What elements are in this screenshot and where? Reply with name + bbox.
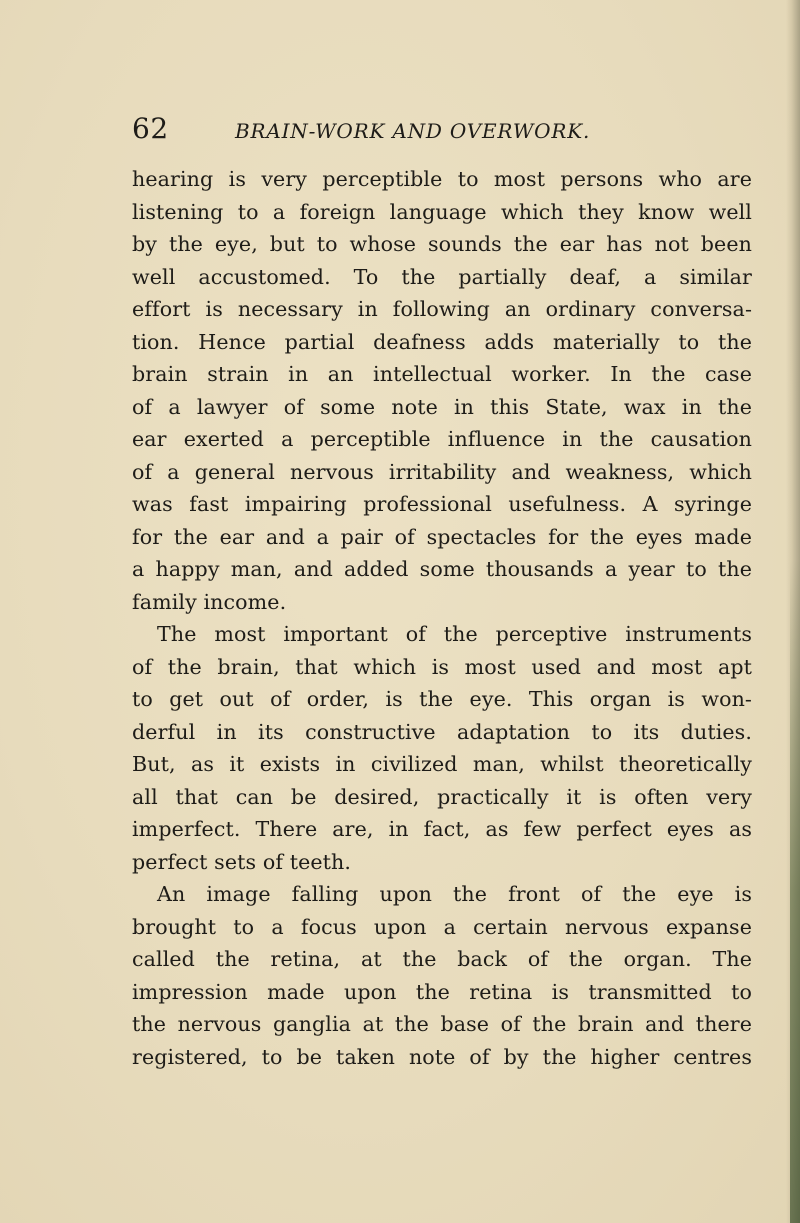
text-line: tion. Hence partial deafness adds materially to the — [132, 329, 752, 354]
page-edge-binding — [790, 560, 800, 1223]
text-line: the nervous ganglia at the base of the brain and there — [132, 1012, 752, 1036]
text-line: of the brain, that which is most used and most apt — [132, 654, 752, 679]
text-line: called the retina, at the back of the organ. The — [132, 947, 752, 971]
paragraph-start-line: The most important of the perceptive instruments — [157, 622, 752, 646]
body-text — [132, 163, 752, 1073]
text-line: impression made upon the retina is transmitted to — [132, 979, 752, 1004]
text-line: brought to a focus upon a certain nervous expanse — [132, 914, 752, 939]
text-line: derful in its constructive adaptation to its duties. — [132, 719, 752, 744]
text-line: a happy man, and added some thousands a year to the — [132, 557, 752, 581]
text-line: registered, to be taken note of by the higher centres — [132, 1044, 752, 1069]
text-line: by the eye, but to whose sounds the ear has not been — [132, 232, 752, 256]
text-line: family income. — [132, 589, 287, 614]
running-title: BRAIN-WORK AND OVERWORK. — [235, 119, 591, 143]
text-line: imperfect. There are, in fact, as few perfect eyes as — [132, 817, 752, 841]
text-line: of a general nervous irritability and weakness, which — [132, 459, 752, 484]
paragraph-start-line: An image falling upon the front of the eye is — [157, 882, 752, 906]
text-line: was fast impairing professional usefulness. A syringe — [132, 492, 752, 516]
page-header — [132, 113, 752, 153]
text-line: hearing is very perceptible to most persons who are — [132, 167, 752, 191]
text-line: effort is necessary in following an ordinary conversa- — [132, 297, 752, 321]
text-line: for the ear and a pair of spectacles for the eyes made — [132, 524, 752, 549]
text-line: But, as it exists in civilized man, whilst theoretically — [132, 752, 752, 776]
page-number: 62 — [132, 112, 169, 145]
text-line: of a lawyer of some note in this State, wax in the — [132, 394, 752, 419]
text-line: perfect sets of teeth. — [132, 849, 352, 874]
text-line: all that can be desired, practically it is often very — [132, 784, 752, 809]
text-line: listening to a foreign language which they know well — [132, 199, 752, 224]
text-line: brain strain in an intellectual worker. In the case — [132, 362, 752, 386]
text-line: to get out of order, is the eye. This organ is won- — [132, 687, 752, 711]
text-line: well accustomed. To the partially deaf, a similar — [132, 264, 752, 289]
text-line: ear exerted a perceptible influence in the causation — [132, 427, 752, 451]
